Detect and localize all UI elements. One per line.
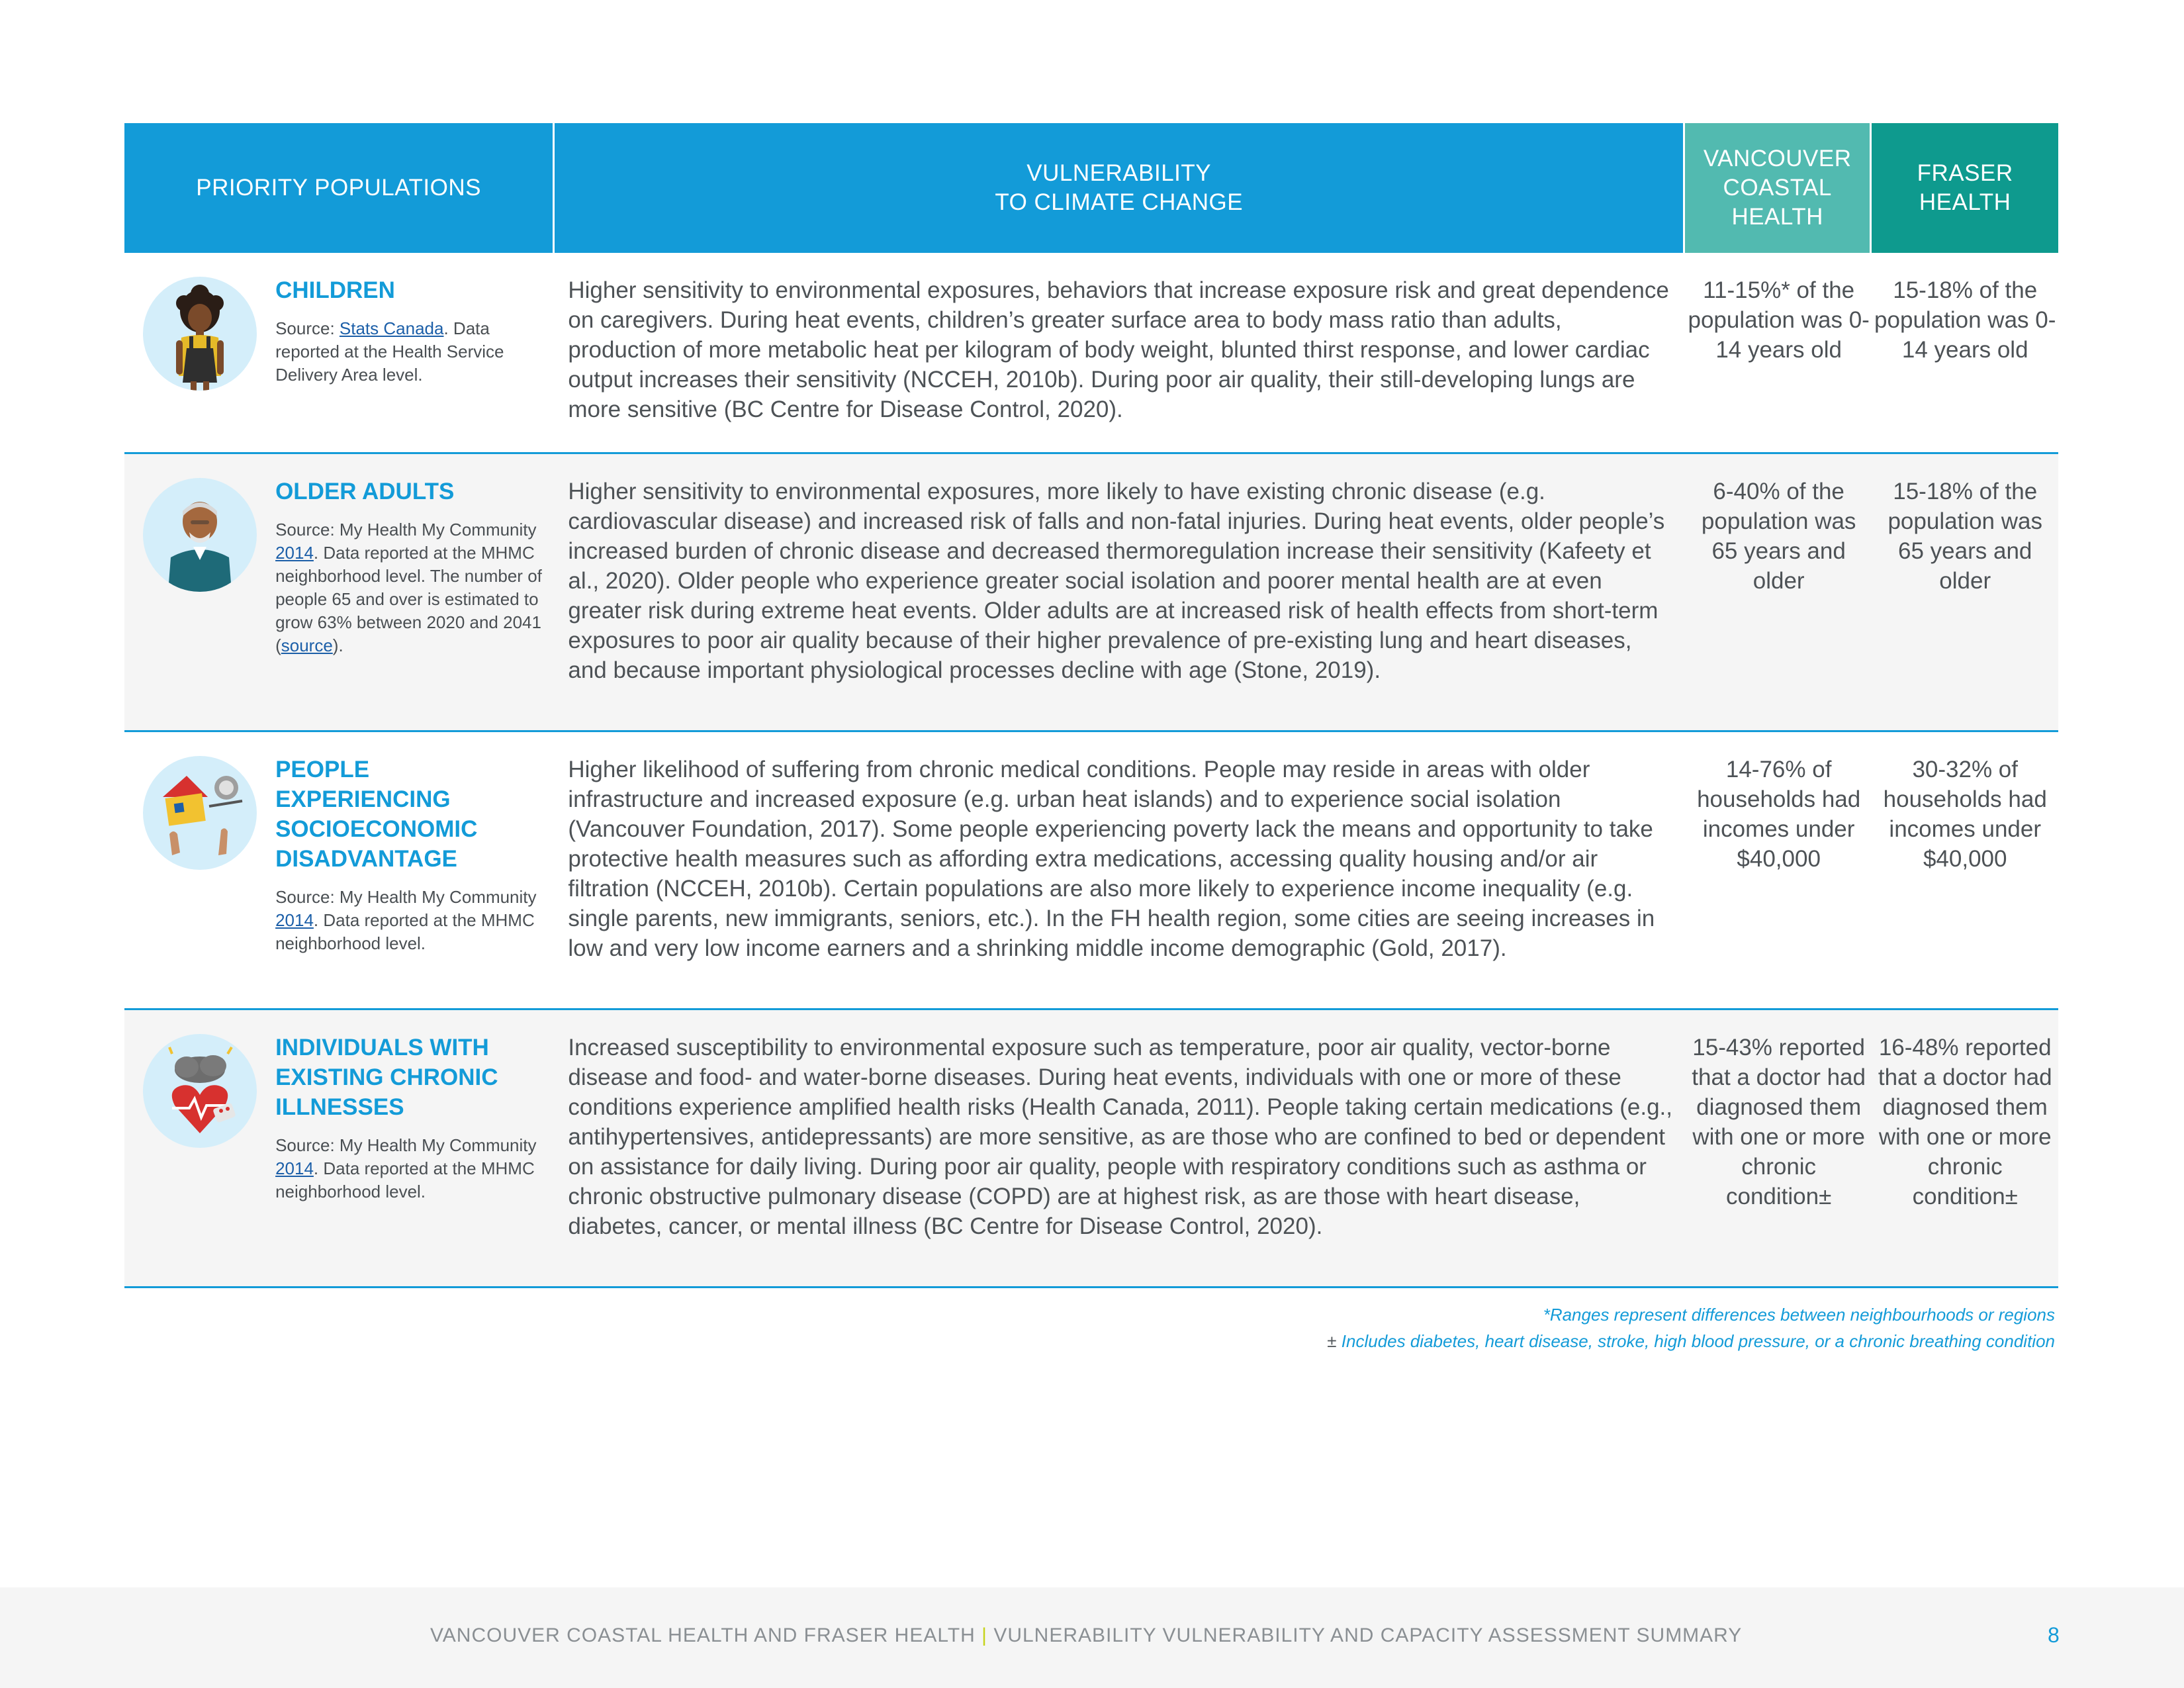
chronic-condition-note: ± Includes diabetes, heart disease, stroke, high blood pressure, or a chronic breathing condition: [1327, 1331, 2055, 1351]
vulnerability-text: Higher sensitivity to environmental exposures, behaviors that increase exposure risk and great dependence on caregivers. During heat events, children’s greater surface area to body mass ratio than adults, production of more metabolic heat per kilogram of body weight, blunted thirst response, and lower cardiac output increases their sensitivity (NCCEH, 2010b). During poor air quality, their still-developing lungs are more sensitive (BC Centre for Disease Control, 2020).: [568, 277, 1669, 422]
vch-statistic: 6-40% of the population was 65 years and older: [1701, 479, 1856, 594]
population-title: CHILDREN: [275, 277, 395, 303]
population-title: OLDER ADULTS: [275, 479, 455, 504]
table-row: [124, 1010, 2058, 1288]
footer-text: VANCOUVER COASTAL HEALTH AND FRASER HEALTH | VULNERABILITY VULNERABILITY AND CAPACITY ASSESSMENT SUMMARY: [430, 1624, 1743, 1646]
populations-table: [124, 123, 2058, 1288]
source-link[interactable]: 2014: [275, 910, 314, 930]
header-priority-populations: PRIORITY POPULATIONS: [124, 123, 555, 253]
vch-statistic: 15-43% reported that a doctor had diagnosed them with one or more chronic condition±: [1692, 1035, 1866, 1209]
source-link[interactable]: Stats Canada: [339, 318, 444, 338]
header-vancouver-coastal-health: VANCOUVER COASTAL HEALTH: [1685, 123, 1872, 253]
page-number: 8: [2048, 1623, 2060, 1647]
child-icon: [143, 277, 257, 391]
vulnerability-text: Higher sensitivity to environmental exposures, more likely to have existing chronic disease (e.g. cardiovascular disease) and increased risk of falls and non-fatal injuries. During heat events, older people’s increased burden of chronic disease and decreased thermoregulation increase their sensitivity (Kafeety et al., 2020). Older people who experience greater social isolation and poorer mental health are at even greater risk during extreme heat events. Older adults are at increased risk of health effects from short-term exposures to poor air quality because of their higher prevalence of pre-existing lung and heart diseases, and because important physiological processes decline with age (Stone, 2019).: [568, 479, 1665, 683]
vulnerability-text: Increased susceptibility to environmental exposure such as temperature, poor air quality, vector-borne disease and food- and water-borne diseases. During heat events, individuals with one or more of these conditions experience amplified health risks (Health Canada, 2011). People taking certain medications (e.g., antihypertensives, antidepressants) are more sensitive, as are those who are confined to bed or dependent on assistance for daily living. During poor air quality, people with respiratory conditions such as asthma or chronic obstructive pulmonary disease (COPD) are at highest risk, as are those with heart disease, diabetes, cancer, or mental illness (BC Centre for Disease Control, 2020).: [568, 1035, 1672, 1239]
table-row: [124, 454, 2058, 732]
fh-statistic: 15-18% of the population was 0-14 years old: [1874, 277, 2056, 363]
source-note: Source: My Health My Community 2014. Data reported at the MHMC neighborhood level. The number of people 65 and over is estimated to grow 63% between 2020 and 2041 (source).: [275, 520, 542, 655]
header-vulnerability: VULNERABILITY TO CLIMATE CHANGE: [555, 123, 1685, 253]
table-row: [124, 732, 2058, 1010]
ranges-note: *Ranges represent differences between neighbourhoods or regions: [1543, 1305, 2055, 1325]
fh-statistic: 15-18% of the population was 65 years and older: [1888, 479, 2042, 594]
fh-statistic: 16-48% reported that a doctor had diagnosed them with one or more chronic condition±: [1878, 1035, 2052, 1209]
source-note: Source: My Health My Community 2014. Data reported at the MHMC neighborhood level.: [275, 1135, 537, 1201]
vch-statistic: 14-76% of households had incomes under $40,000: [1697, 757, 1861, 872]
vch-statistic: 11-15%* of the population was 0-14 years old: [1688, 277, 1870, 363]
population-title: INDIVIDUALS WITH EXISTING CHRONIC ILLNESSES: [275, 1035, 498, 1120]
source-note: Source: Stats Canada. Data reported at the Health Service Delivery Area level.: [275, 318, 504, 385]
table-row: [124, 253, 2058, 454]
header-fraser-health: FRASER HEALTH: [1872, 123, 2058, 253]
source-link[interactable]: 2014: [275, 1158, 314, 1178]
table-header: [124, 123, 2058, 253]
fh-statistic: 30-32% of households had incomes under $40,000: [1883, 757, 2047, 872]
table-footnotes: [1327, 1301, 2055, 1354]
socioeconomic-icon: [143, 756, 257, 870]
older-adult-icon: [143, 478, 257, 592]
vulnerability-text: Higher likelihood of suffering from chronic medical conditions. People may reside in areas with older infrastructure and increased exposure (e.g. urban heat islands) and to experience social isolation (Vancouver Foundation, 2017). Some people experiencing poverty lack the means and opportunity to take protective health measures such as affording extra medications, accessing quality housing and/or air filtration (NCCEH, 2010b). Certain populations are also more likely to experience income inequality (e.g. single parents, new immigrants, seniors, etc.). In the FH health region, some cities are seeing increases in low and very low income earners and a shrinking middle income demographic (Gold, 2017).: [568, 757, 1655, 961]
chronic-illness-icon: [143, 1034, 257, 1148]
page-footer: [0, 1587, 2184, 1688]
source-note: Source: My Health My Community 2014. Data reported at the MHMC neighborhood level.: [275, 887, 537, 953]
source-link[interactable]: 2014: [275, 543, 314, 563]
population-title: PEOPLE EXPERIENCING SOCIOECONOMIC DISADVANTAGE: [275, 757, 478, 872]
source-link-2[interactable]: source: [281, 635, 333, 655]
